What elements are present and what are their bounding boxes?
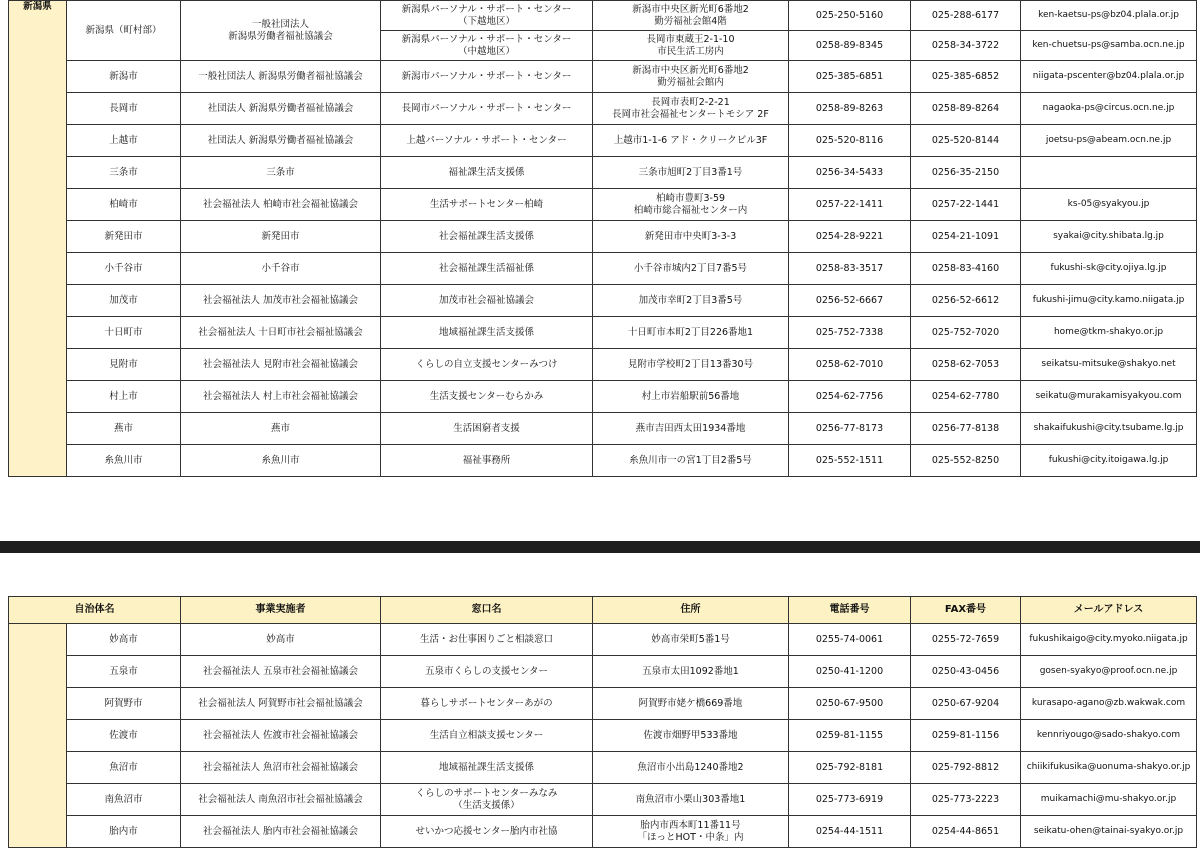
muni-name: 佐渡市 [67, 720, 181, 752]
office-name: 地域福祉課生活支援係 [381, 317, 593, 349]
fax: 025-773-2223 [911, 784, 1021, 816]
fax: 0254-62-7780 [911, 381, 1021, 413]
office-name: 生活自立相談支援センター [381, 720, 593, 752]
mail: fukushi-jimu@city.kamo.niigata.jp [1021, 285, 1197, 317]
office-name: くらしの自立支援センターみつけ [381, 349, 593, 381]
table-row [9, 285, 1197, 317]
address: 見附市学校町2丁目13番30号 [593, 349, 789, 381]
muni-name: 加茂市 [67, 285, 181, 317]
table-row [9, 784, 1197, 816]
address: 十日町市本町2丁目226番地1 [593, 317, 789, 349]
bottom-contact-table [8, 596, 1197, 848]
address: 新潟市中央区新光町6番地2 勤労福祉会館4階 [593, 1, 789, 31]
mail: fukushikaigo@city.myoko.niigata.jp [1021, 624, 1197, 656]
muni-name: 小千谷市 [67, 253, 181, 285]
address: 村上市岩船駅前56番地 [593, 381, 789, 413]
table-row [9, 61, 1197, 93]
tel: 0256-34-5433 [789, 157, 911, 189]
mail: syakai@city.shibata.lg.jp [1021, 221, 1197, 253]
muni-name: 三条市 [67, 157, 181, 189]
office-name: くらしのサポートセンターみなみ （生活支援係） [381, 784, 593, 816]
table-row [9, 317, 1197, 349]
fax: 0258-83-4160 [911, 253, 1021, 285]
operator-name: 三条市 [181, 157, 381, 189]
tel: 0257-22-1411 [789, 189, 911, 221]
page-divider [0, 541, 1200, 553]
operator-name: 小千谷市 [181, 253, 381, 285]
table-row [9, 221, 1197, 253]
top-contact-table [8, 0, 1197, 477]
office-name: 上越パーソナル・サポート・センター [381, 125, 593, 157]
address: 新発田市中央町3-3-3 [593, 221, 789, 253]
address: 阿賀野市姥ケ橋669番地 [593, 688, 789, 720]
tel: 0254-28-9221 [789, 221, 911, 253]
tel: 0258-83-3517 [789, 253, 911, 285]
fax: 0258-34-3722 [911, 31, 1021, 61]
office-name: 地域福祉課生活支援係 [381, 752, 593, 784]
address: 柏崎市豊町3-59 柏崎市総合福祉センター内 [593, 189, 789, 221]
mail: nagaoka-ps@circus.ocn.ne.jp [1021, 93, 1197, 125]
mail: kurasapo-agano@zb.wakwak.com [1021, 688, 1197, 720]
address: 糸魚川市一の宮1丁目2番5号 [593, 445, 789, 477]
address: 魚沼市小出島1240番地2 [593, 752, 789, 784]
table-row [9, 157, 1197, 189]
table-row [9, 752, 1197, 784]
table-row [9, 720, 1197, 752]
office-name: 福祉事務所 [381, 445, 593, 477]
muni-name: 柏崎市 [67, 189, 181, 221]
operator-name: 新発田市 [181, 221, 381, 253]
table-row [9, 816, 1197, 848]
address: 上越市1-1-6 アド・クリークビル3F [593, 125, 789, 157]
muni-name: 長岡市 [67, 93, 181, 125]
fax: 0250-43-0456 [911, 656, 1021, 688]
muni-name: 糸魚川市 [67, 445, 181, 477]
mail: seikatu-ohen@tainai-syakyo.or.jp [1021, 816, 1197, 848]
muni-name: 見附市 [67, 349, 181, 381]
operator-name: 社会福祉法人 十日町市社会福祉協議会 [181, 317, 381, 349]
office-name: 新潟県パーソナル・サポート・センター （中越地区） [381, 31, 593, 61]
header-mail: メールアドレス [1021, 597, 1197, 624]
tel: 0258-89-8263 [789, 93, 911, 125]
header-tel: 電話番号 [789, 597, 911, 624]
header-operator: 事業実施者 [181, 597, 381, 624]
fax: 0255-72-7659 [911, 624, 1021, 656]
mail: fukushi@city.itoigawa.lg.jp [1021, 445, 1197, 477]
operator-name: 社会福祉法人 佐渡市社会福祉協議会 [181, 720, 381, 752]
table-row [9, 656, 1197, 688]
muni-name: 新発田市 [67, 221, 181, 253]
muni-name: 十日町市 [67, 317, 181, 349]
mail: joetsu-ps@abeam.ocn.ne.jp [1021, 125, 1197, 157]
header-address: 住所 [593, 597, 789, 624]
operator-name: 社団法人 新潟県労働者福祉協議会 [181, 93, 381, 125]
muni-name: 新潟県（町村部） [67, 1, 181, 61]
office-name: 新潟県パーソナル・サポート・センター （下越地区） [381, 1, 593, 31]
muni-name: 新潟市 [67, 61, 181, 93]
table-row [9, 349, 1197, 381]
office-name: 生活支援センターむらかみ [381, 381, 593, 413]
fax: 025-552-8250 [911, 445, 1021, 477]
header-office: 窓口名 [381, 597, 593, 624]
tel: 0250-67-9500 [789, 688, 911, 720]
table-row [9, 624, 1197, 656]
tel: 025-792-8181 [789, 752, 911, 784]
operator-name: 社会福祉法人 村上市社会福祉協議会 [181, 381, 381, 413]
tel: 0256-77-8173 [789, 413, 911, 445]
muni-name: 村上市 [67, 381, 181, 413]
table-row [9, 93, 1197, 125]
table-row [9, 253, 1197, 285]
mail: niigata-pscenter@bz04.plala.or.jp [1021, 61, 1197, 93]
fax: 0254-44-8651 [911, 816, 1021, 848]
header-row [9, 597, 1197, 624]
address: 胎内市西本町11番11号 「ほっとHOT・中条」内 [593, 816, 789, 848]
office-name: 暮らしサポートセンターあがの [381, 688, 593, 720]
address: 妙高市栄町5番1号 [593, 624, 789, 656]
muni-name: 上越市 [67, 125, 181, 157]
fax: 025-385-6852 [911, 61, 1021, 93]
tel: 0255-74-0061 [789, 624, 911, 656]
operator-name: 社会福祉法人 南魚沼市社会福祉協議会 [181, 784, 381, 816]
operator-name: 一般社団法人 新潟県労働者福祉協議会 [181, 61, 381, 93]
mail: seikatsu-mitsuke@shakyo.net [1021, 349, 1197, 381]
office-name: 社会福祉課生活福祉係 [381, 253, 593, 285]
address: 南魚沼市小栗山303番地1 [593, 784, 789, 816]
muni-name: 妙高市 [67, 624, 181, 656]
fax: 0257-22-1441 [911, 189, 1021, 221]
operator-name: 一般社団法人 新潟県労働者福祉協議会 [181, 1, 381, 61]
operator-name: 社団法人 新潟県労働者福祉協議会 [181, 125, 381, 157]
office-name: 加茂市社会福祉協議会 [381, 285, 593, 317]
mail: fukushi-sk@city.ojiya.lg.jp [1021, 253, 1197, 285]
office-name: 福祉課生活支援係 [381, 157, 593, 189]
fax: 0258-62-7053 [911, 349, 1021, 381]
fax: 0250-67-9204 [911, 688, 1021, 720]
fax: 0256-35-2150 [911, 157, 1021, 189]
tel: 025-552-1511 [789, 445, 911, 477]
office-name: 生活・お仕事困りごと相談窓口 [381, 624, 593, 656]
fax: 0258-89-8264 [911, 93, 1021, 125]
header-muni: 自治体名 [9, 597, 181, 624]
fax: 0256-52-6612 [911, 285, 1021, 317]
address: 長岡市表町2-2-21 長岡市社会福祉センタートモシア 2F [593, 93, 789, 125]
office-name: 社会福祉課生活支援係 [381, 221, 593, 253]
tel: 0258-62-7010 [789, 349, 911, 381]
tel: 0250-41-1200 [789, 656, 911, 688]
mail: shakaifukushi@city.tsubame.lg.jp [1021, 413, 1197, 445]
mail: home@tkm-shakyo.or.jp [1021, 317, 1197, 349]
table-row [9, 381, 1197, 413]
mail: kennriyougo@sado-shakyo.com [1021, 720, 1197, 752]
operator-name: 社会福祉法人 阿賀野市社会福祉協議会 [181, 688, 381, 720]
mail: gosen-syakyo@proof.ocn.ne.jp [1021, 656, 1197, 688]
table-row [9, 189, 1197, 221]
operator-name: 社会福祉法人 加茂市社会福祉協議会 [181, 285, 381, 317]
table-row [9, 688, 1197, 720]
tel: 0254-44-1511 [789, 816, 911, 848]
address: 加茂市幸町2丁目3番5号 [593, 285, 789, 317]
address: 小千谷市城内2丁目7番5号 [593, 253, 789, 285]
operator-name: 社会福祉法人 柏崎市社会福祉協議会 [181, 189, 381, 221]
muni-name: 胎内市 [67, 816, 181, 848]
office-name: 新潟市パーソナル・サポート・センター [381, 61, 593, 93]
prefecture-label: 新潟県 [9, 1, 67, 477]
operator-name: 燕市 [181, 413, 381, 445]
table-row [9, 445, 1197, 477]
table-row [9, 413, 1197, 445]
fax: 025-288-6177 [911, 1, 1021, 31]
operator-name: 糸魚川市 [181, 445, 381, 477]
fax: 025-792-8812 [911, 752, 1021, 784]
tel: 025-773-6919 [789, 784, 911, 816]
office-name: 五泉市くらしの支援センター [381, 656, 593, 688]
office-name: せいかつ応援センター胎内市社協 [381, 816, 593, 848]
mail: ks-05@syakyou.jp [1021, 189, 1197, 221]
address: 新潟市中央区新光町6番地2 勤労福祉会館内 [593, 61, 789, 93]
tel: 025-520-8116 [789, 125, 911, 157]
mail: seikatu@murakamisyakyou.com [1021, 381, 1197, 413]
address: 長岡市東蔵王2-1-10 市民生活工房内 [593, 31, 789, 61]
table-row [9, 1, 1197, 31]
operator-name: 社会福祉法人 胎内市社会福祉協議会 [181, 816, 381, 848]
fax: 025-752-7020 [911, 317, 1021, 349]
operator-name: 社会福祉法人 見附市社会福祉協議会 [181, 349, 381, 381]
office-name: 生活困窮者支援 [381, 413, 593, 445]
tel: 0258-89-8345 [789, 31, 911, 61]
address: 五泉市太田1092番地1 [593, 656, 789, 688]
operator-name: 社会福祉法人 五泉市社会福祉協議会 [181, 656, 381, 688]
mail: muikamachi@mu-shakyo.or.jp [1021, 784, 1197, 816]
tel: 025-752-7338 [789, 317, 911, 349]
fax: 0254-21-1091 [911, 221, 1021, 253]
table-row [9, 125, 1197, 157]
fax: 0259-81-1156 [911, 720, 1021, 752]
mail: chiikifukusika@uonuma-shakyo.or.jp [1021, 752, 1197, 784]
address: 三条市旭町2丁目3番1号 [593, 157, 789, 189]
muni-name: 五泉市 [67, 656, 181, 688]
tel: 0256-52-6667 [789, 285, 911, 317]
muni-name: 阿賀野市 [67, 688, 181, 720]
prefecture-cell [9, 624, 67, 848]
fax: 025-520-8144 [911, 125, 1021, 157]
tel: 0259-81-1155 [789, 720, 911, 752]
office-name: 生活サポートセンター柏崎 [381, 189, 593, 221]
mail: ken-chuetsu-ps@samba.ocn.ne.jp [1021, 31, 1197, 61]
muni-name: 南魚沼市 [67, 784, 181, 816]
mail [1021, 157, 1197, 189]
muni-name: 魚沼市 [67, 752, 181, 784]
address: 佐渡市畑野甲533番地 [593, 720, 789, 752]
tel: 025-385-6851 [789, 61, 911, 93]
muni-name: 燕市 [67, 413, 181, 445]
operator-name: 妙高市 [181, 624, 381, 656]
header-fax: FAX番号 [911, 597, 1021, 624]
address: 燕市吉田西太田1934番地 [593, 413, 789, 445]
tel: 025-250-5160 [789, 1, 911, 31]
fax: 0256-77-8138 [911, 413, 1021, 445]
office-name: 長岡市パーソナル・サポート・センター [381, 93, 593, 125]
mail: ken-kaetsu-ps@bz04.plala.or.jp [1021, 1, 1197, 31]
operator-name: 社会福祉法人 魚沼市社会福祉協議会 [181, 752, 381, 784]
tel: 0254-62-7756 [789, 381, 911, 413]
